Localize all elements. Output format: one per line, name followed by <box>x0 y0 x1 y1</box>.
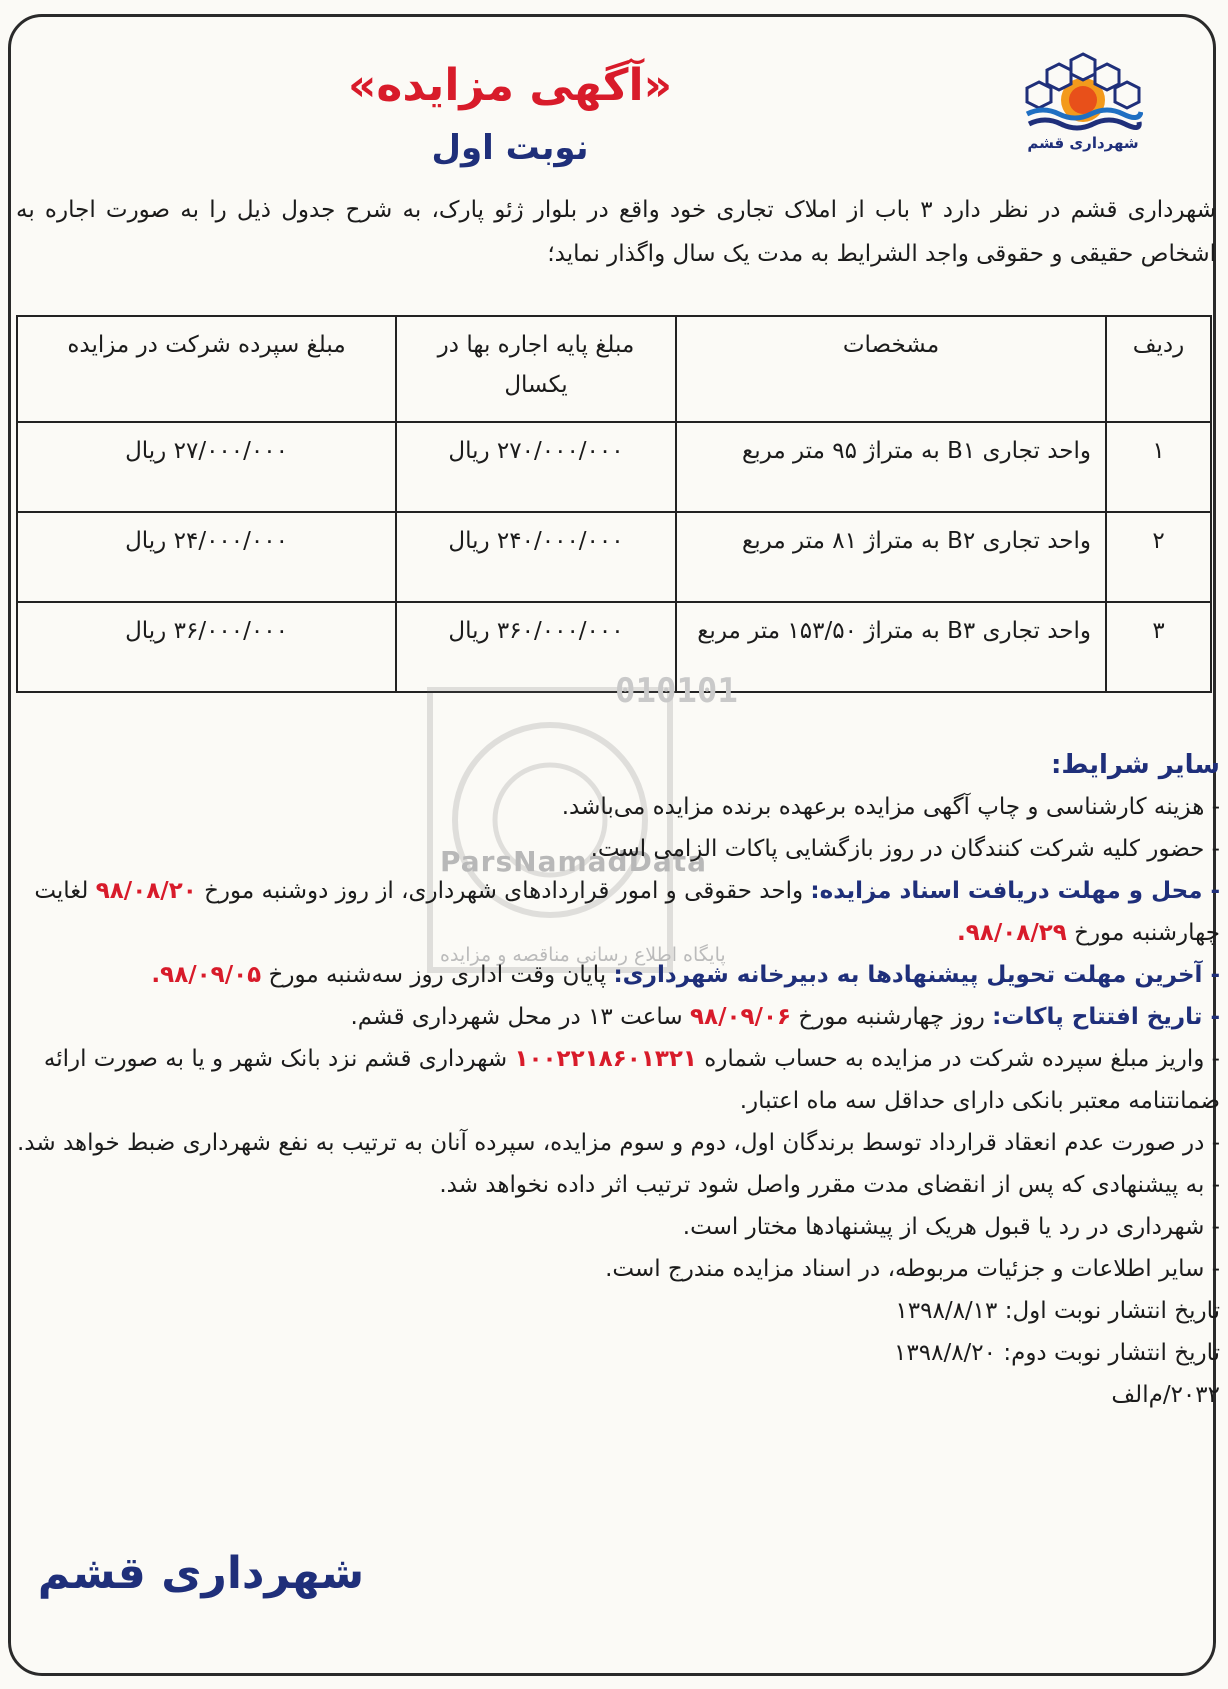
deposit-amount: ۳۶/۰۰۰/۰۰۰ ریال <box>17 602 396 692</box>
logo-caption: شهرداری قشم <box>1027 134 1139 152</box>
condition-item: - در صورت عدم انعقاد قرارداد توسط برندگان اول، دوم و سوم مزایده، سپرده آنان به ترتیب به نفع شهرداری ضبط خواهد شد. <box>17 1130 1220 1156</box>
conditions-title: سایر شرایط: <box>1051 750 1220 780</box>
conditions-section <box>16 744 1220 1416</box>
row-number: ۱ <box>1106 422 1211 512</box>
row-number: ۳ <box>1106 602 1211 692</box>
date-highlight: ۹۸/۰۹/۰۵. <box>151 962 262 988</box>
watermark-caption: پایگاه اطلاع رسانی مناقصه و مزایده <box>440 944 726 966</box>
property-table <box>16 315 1212 693</box>
condition-text: شهرداری قشم نزد بانک شهر و یا به صورت ارائه ضمانتنامه معتبر بانکی دارای حداقل سه ماه اعتبار. <box>43 1046 1220 1114</box>
table-header-row <box>17 316 1211 422</box>
condition-item: - به پیشنهادی که پس از انقضای مدت مقرر واصل شود ترتیب اثر داده نخواهد شد. <box>439 1172 1220 1198</box>
condition-item-documents <box>16 870 1220 954</box>
condition-label: - آخرین مهلت تحویل پیشنهادها به دبیرخانه شهرداری: <box>613 962 1220 988</box>
publish-date-second: تاریخ انتشار نوبت دوم: ۱۳۹۸/۸/۲۰ <box>894 1340 1220 1366</box>
qeshm-logo-icon <box>1023 48 1143 138</box>
account-number: ۱۰۰۲۲۱۸۶۰۱۳۲۱ <box>514 1046 697 1072</box>
base-rent-amount: ۳۶۰/۰۰۰/۰۰۰ ریال <box>396 602 676 692</box>
watermark-digits: 010101 <box>615 671 738 711</box>
base-rent-amount: ۲۷۰/۰۰۰/۰۰۰ ریال <box>396 422 676 512</box>
condition-item: - هزینه کارشناسی و چاپ آگهی مزایده برعهده برنده مزایده می‌باشد. <box>561 794 1220 820</box>
col-header-row-number: ردیف <box>1106 316 1211 422</box>
condition-text: ساعت ۱۳ در محل شهرداری قشم. <box>350 1004 690 1030</box>
col-header-specs: مشخصات <box>676 316 1106 422</box>
deposit-amount: ۲۷/۰۰۰/۰۰۰ ریال <box>17 422 396 512</box>
row-number: ۲ <box>1106 512 1211 602</box>
unit-description: واحد تجاری B۳ به متراژ ۱۵۳/۵۰ متر مربع <box>676 602 1106 692</box>
unit-description: واحد تجاری B۱ به متراژ ۹۵ متر مربع <box>676 422 1106 512</box>
publish-date-first: تاریخ انتشار نوبت اول: ۱۳۹۸/۸/۱۳ <box>895 1298 1220 1324</box>
unit-description: واحد تجاری B۲ به متراژ ۸۱ متر مربع <box>676 512 1106 602</box>
signature: شهرداری قشم <box>37 1548 365 1599</box>
ad-headline: «آگهی مزایده» <box>347 60 672 111</box>
date-highlight: ۹۸/۰۹/۰۶ <box>690 1004 792 1030</box>
condition-label: - محل و مهلت دریافت اسناد مزایده: <box>810 878 1220 904</box>
municipality-logo <box>1008 48 1158 168</box>
condition-item: - حضور کلیه شرکت کنندگان در روز بازگشایی پاکات الزامی است. <box>590 836 1220 862</box>
date-highlight: ۹۸/۰۸/۲۰ <box>95 878 197 904</box>
condition-item-deposit <box>16 1038 1220 1122</box>
condition-item-deadline <box>16 954 1220 996</box>
deposit-amount: ۲۴/۰۰۰/۰۰۰ ریال <box>17 512 396 602</box>
table-row <box>17 512 1211 602</box>
condition-text: لغایت چهارشنبه مورخ <box>34 878 1220 946</box>
condition-text: روز چهارشنبه مورخ <box>791 1004 993 1030</box>
col-header-base-rent: مبلغ پایه اجاره بها در یکسال <box>396 316 676 422</box>
col-header-deposit: مبلغ سپرده شرکت در مزایده <box>17 316 396 422</box>
ad-code: ۲۰۳۲/م‌الف <box>1111 1382 1220 1408</box>
condition-text: واحد حقوقی و امور قراردادهای شهرداری، از روز دوشنبه مورخ <box>196 878 811 904</box>
intro-paragraph: شهرداری قشم در نظر دارد ۳ باب از املاک تجاری خود واقع در بلوار ژئو پارک، به شرح جدول ذیل را به صورت اجاره به اشخاص حقیقی و حقوقی واجد الشرایط به مدت یک سال واگذار نماید؛ <box>16 197 1216 267</box>
condition-item: - سایر اطلاعات و جزئیات مربوطه، در اسناد مزایده مندرج است. <box>605 1256 1220 1282</box>
condition-text: پایان وقت اداری روز سه‌شنبه مورخ <box>261 962 614 988</box>
condition-label: - تاریخ افتتاح پاکات: <box>992 1004 1220 1030</box>
date-highlight: ۹۸/۰۸/۲۹. <box>957 920 1067 946</box>
watermark-brand: ParsNamadData <box>440 845 707 878</box>
round-label: نوبت اول <box>431 128 589 168</box>
condition-text: - واریز مبلغ سپرده شرکت در مزایده به حساب شماره <box>696 1046 1220 1072</box>
table-row <box>17 602 1211 692</box>
condition-item-opening <box>16 996 1220 1038</box>
condition-item: - شهرداری در رد یا قبول هریک از پیشنهادها مختار است. <box>682 1214 1220 1240</box>
table-row <box>17 422 1211 512</box>
base-rent-amount: ۲۴۰/۰۰۰/۰۰۰ ریال <box>396 512 676 602</box>
